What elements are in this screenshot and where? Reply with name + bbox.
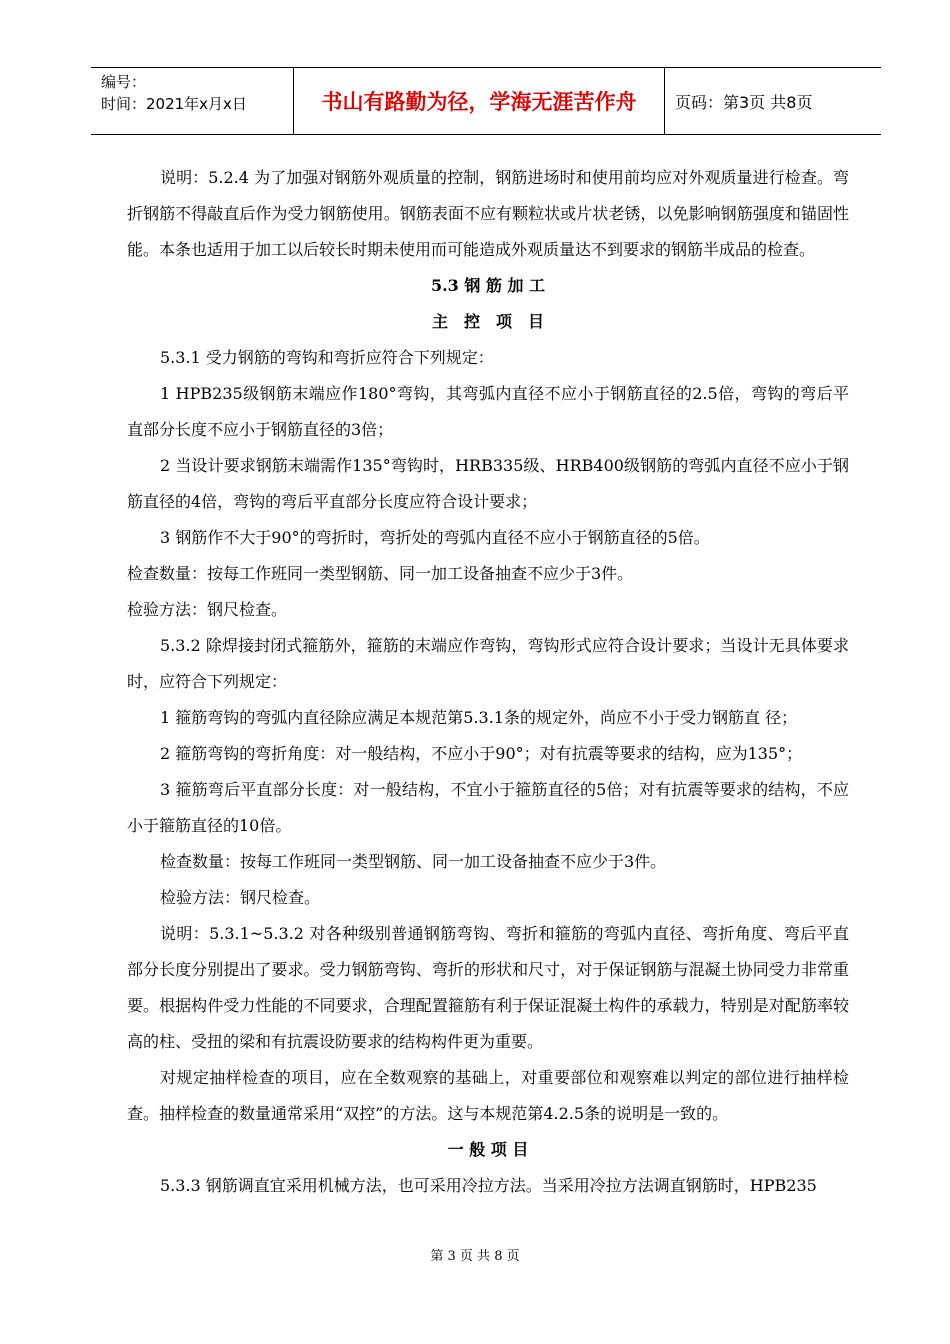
list-item-5-3-2-1: 1 箍筋弯钩的弯弧内直径除应满足本规范第5.3.1条的规定外，尚应不小于受力钢筋直 径； [160,708,798,727]
list-item-5-3-2-2: 2 箍筋弯钩的弯折角度：对一般结构，不应小于90°；对有抗震等要求的结构，应为135°； [160,744,803,763]
list-item-5-3-1-1: 1 HPB235级钢筋末端应作180°弯钩，其弯弧内直径不应小于钢筋直径的2.5倍，弯钩的弯后平直部分长度不应小于钢筋直径的3倍； [127,384,849,439]
section-title: 5.3 钢 筋 加 工 [430,276,546,295]
paragraph-inspection-quantity: 检查数量：按每工作班同一类型钢筋、同一加工设备抽查不应少于3件。 [160,852,667,871]
list-item-5-3-1-2: 2 当设计要求钢筋末端需作135°弯钩时，HRB335级、HRB400级钢筋的弯弧内直径不应小于钢筋直径的4倍，弯钩的弯后平直部分长度应符合设计要求； [127,456,849,511]
page-footer: 第 3 页 共 8 页 [430,1249,520,1264]
paragraph-inspection-method: 检验方法：钢尺检查。 [160,888,321,907]
subsection-title-main-control: 主 控 项 目 [431,312,544,331]
document-body [127,160,849,1204]
header-page-number: 页码：第3页 共8页 [675,92,813,112]
paragraph-sampling: 对规定抽样检查的项目，应在全数观察的基础上，对重要部位和观察难以判定的部位进行抽样检查。抽样检查的数量通常采用“双控”的方法。这与本规范第4.2.5条的说明是一致的。 [127,1068,849,1123]
list-item-5-3-1-3: 3 钢筋作不大于90°的弯折时，弯折处的弯弧内直径不应小于钢筋直径的5倍。 [160,528,710,547]
header-meta [91,68,294,134]
paragraph-5-3-2: 5.3.2 除焊接封闭式箍筋外，箍筋的末端应作弯钩，弯钩形式应符合设计要求；当设计无具体要求时，应符合下列规定： [127,636,849,691]
paragraph-note-5-3-1-5-3-2: 说明：5.3.1~5.3.2 对各种级别普通钢筋弯钩、弯折和箍筋的弯弧内直径、弯折角度、弯后平直部分长度分别提出了要求。受力钢筋弯钩、弯折的形状和尺寸，对于保证钢筋与混凝土协同受力非常重要。根据构件受力性能的不同要求，合理配置箍筋有利于保证混凝土构件的承载力，特别是对配筋率较高的柱、受扭的梁和有抗震设防要求的结构构件更为重要。 [127,924,849,1051]
page-header [91,67,881,135]
paragraph-inspection-method: 检验方法：钢尺检查。 [127,600,288,619]
header-motto: 书山有路勤为径，学海无涯苦作舟 [294,68,665,134]
paragraph-note-5-2-4: 说明：5.2.4 为了加强对钢筋外观质量的控制，钢筋进场时和使用前均应对外观质量进行检查。弯折钢筋不得敲直后作为受力钢筋使用。钢筋表面不应有颗粒状或片状老锈，以免影响钢筋强度和锚固性能。本条也适用于加工以后较长时期未使用而可能造成外观质量达不到要求的钢筋半成品的检查。 [127,168,849,259]
subsection-title-general: 一 般 项 目 [447,1140,529,1159]
paragraph-5-3-3: 5.3.3 钢筋调直宜采用机械方法，也可采用冷拉方法。当采用冷拉方法调直钢筋时，HPB235 [160,1176,817,1195]
paragraph-inspection-quantity: 检查数量：按每工作班同一类型钢筋、同一加工设备抽查不应少于3件。 [127,564,634,583]
list-item-5-3-2-3: 3 箍筋弯后平直部分长度：对一般结构，不宜小于箍筋直径的5倍；对有抗震等要求的结构，不应小于箍筋直径的10倍。 [127,780,849,835]
document-time: 时间：2021年x月x日 [101,95,247,113]
document-id-label: 编号： [101,73,147,91]
paragraph-5-3-1: 5.3.1 受力钢筋的弯钩和弯折应符合下列规定： [160,348,494,367]
